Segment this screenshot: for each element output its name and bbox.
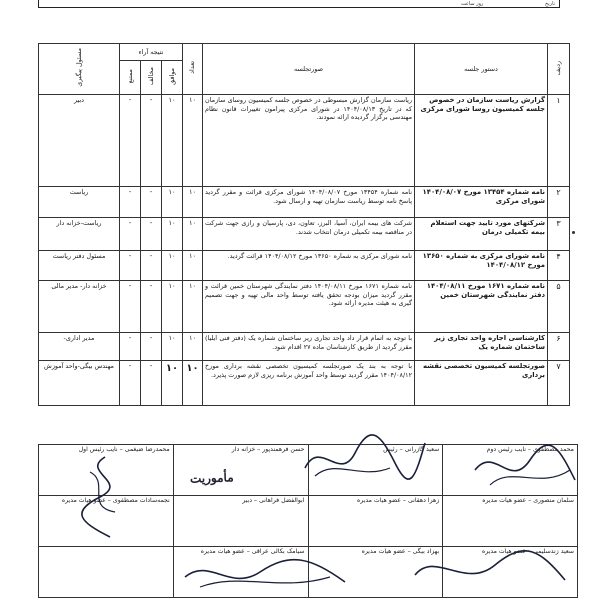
minutes-cell: نامه شماره ۱۶۷۱ مورخ ۱۴۰۴/۰۸/۱۱ دفتر نمایندگی شهرستان خمین قرائت و مقرر گردید میزان بودجه تحقق یافته توسط واحد مالی تهیه و جهت تصمیم گیری به هیئت مدیره ارائه شود. xyxy=(203,281,415,333)
agree-cell: ۱۰ xyxy=(162,361,183,406)
signatory-name: سیامک بکالی عراقی – عضو هیات مدیره xyxy=(200,548,305,555)
owner-cell: ریاست xyxy=(39,187,120,218)
signatory-name: نجمه‌سادات مصطفوی – عضو هیات مدیره xyxy=(61,497,170,504)
agenda-cell: کارشناسی اجاره واحد تجاری زیر ساختمان شماره یک xyxy=(415,333,548,361)
disagree-cell: - xyxy=(141,281,162,333)
row-number: ۵ xyxy=(548,281,570,333)
disagree-cell: - xyxy=(141,251,162,281)
agenda-cell: شرکتهای مورد تایید جهت استعلام بیمه تکمیلی درمان xyxy=(415,218,548,251)
header-disagree: مخالف xyxy=(141,61,162,95)
table-row xyxy=(39,95,570,187)
signatory-name: زهرا دهقانی – عضو هیات مدیره xyxy=(356,497,440,504)
row-number: ۲ xyxy=(548,187,570,218)
signature-cell xyxy=(173,496,308,547)
signature-cell xyxy=(173,445,308,496)
signatory-name: ابوالفضل فراهانی – دبیر xyxy=(242,497,305,504)
header-time-label: روز ساعت xyxy=(461,1,484,7)
owner-cell: ریاست-خزانه دار xyxy=(39,218,120,251)
agree-cell: ۱۰ xyxy=(162,187,183,218)
disagree-cell: - xyxy=(141,187,162,218)
signature-scribble-icon xyxy=(300,428,430,488)
abstain-cell: - xyxy=(120,95,141,187)
disagree-cell: - xyxy=(141,218,162,251)
signatory-name: محمد مصطفوی – نایب رئیس دوم xyxy=(486,446,574,453)
disagree-cell: - xyxy=(141,361,162,406)
signatory-name: سعید زندسلیمی – عضو هیات مدیره xyxy=(481,548,574,555)
table-row xyxy=(39,333,570,361)
header-abstain: ممتنع xyxy=(120,61,141,95)
row-number: ۶ xyxy=(548,333,570,361)
count-cell: ۱۰ xyxy=(183,361,203,406)
count-cell: ۱۰ xyxy=(183,333,203,361)
signatory-name: سلمان منصوری – عضو هیات مدیره xyxy=(482,497,574,504)
minutes-cell: با توجه به بند یک صورتجلسه کمیسیون تخصصی نقشه برداری مورخ ۱۴۰۴/۰۸/۱۲ مقرر گردید توسط واحد آموزش برنامه ریزی لازم صورت پذیرد. xyxy=(203,361,415,406)
row-number: ۳ xyxy=(548,218,570,251)
count-cell: ۱۰ xyxy=(183,187,203,218)
signature-scribble-icon xyxy=(410,545,570,595)
owner-cell: مسئول دفتر ریاست xyxy=(39,251,120,281)
table-row xyxy=(39,251,570,281)
abstain-cell: - xyxy=(120,187,141,218)
signatory-name: حسن فرهمندپور – خزانه دار xyxy=(231,446,305,453)
minutes-cell: شرکت های بیمه ایران، آسیا، البرز، تعاون، دی، پارسیان و رازی جهت شرکت در مناقصه بیمه تکمیلی درمان انتخاب شدند. xyxy=(203,218,415,251)
agree-cell: ۱۰ xyxy=(162,95,183,187)
abstain-cell: - xyxy=(120,361,141,406)
header-votes-group: نتیجه آراء xyxy=(120,44,183,61)
count-cell: ۱۰ xyxy=(183,95,203,187)
agenda-cell: صورتجلسه کمیسیون تخصصی نقشه برداری xyxy=(415,361,548,406)
table-row xyxy=(39,218,570,251)
header-count: تعداد xyxy=(183,44,203,95)
owner-cell: مهندس بیگی-واحد آموزش xyxy=(39,361,120,406)
count-cell: ۱۰ xyxy=(183,281,203,333)
agenda-cell: نامه شماره ۱۳۴۵۴ مورخ ۱۴۰۴/۰۸/۰۷ شورای مرکزی xyxy=(415,187,548,218)
header-row-no: ردیف xyxy=(548,44,570,95)
abstain-cell: - xyxy=(120,333,141,361)
row-number: ۷ xyxy=(548,361,570,406)
agree-cell: ۱۰ xyxy=(162,281,183,333)
signatory-name: بهزاد بیگی – عضو هیات مدیره xyxy=(361,548,440,555)
minutes-table xyxy=(38,43,570,406)
owner-cell: خزانه دار- مدیر مالی xyxy=(39,281,120,333)
count-cell: ۱۰ xyxy=(183,218,203,251)
table-row xyxy=(39,281,570,333)
header-agree: موافق xyxy=(162,61,183,95)
owner-cell: دبیر xyxy=(39,95,120,187)
abstain-cell: - xyxy=(120,251,141,281)
row-number: ۴ xyxy=(548,251,570,281)
signature-scribble-icon xyxy=(470,440,580,495)
header-owner: مسئول پیگیری xyxy=(39,44,120,95)
minutes-cell: نامه شورای مرکزی به شماره ۱۳۶۵۰ مورخ ۱۴۰۴/۰۸/۱۲ قرائت گردید. xyxy=(203,251,415,281)
table-row xyxy=(39,187,570,218)
agenda-cell: نامه شماره ۱۶۷۱ مورخ ۱۴۰۴/۰۸/۱۱ دفتر نمایندگی شهرستان خمین xyxy=(415,281,548,333)
header-strip xyxy=(38,0,560,8)
signature-cell xyxy=(308,496,443,547)
header-minutes: صورتجلسه xyxy=(203,44,415,95)
abstain-cell: - xyxy=(120,218,141,251)
minutes-cell: ریاست سازمان گزارش مبسوطی در خصوص جلسه کمیسیون روسای سازمان که در تاریخ ۱۴۰۴/۰۸/۱۳ در شورای مرکزی پیرامون تغییرات قانون نظام مهندسی برگزار گردیده ارائه نمودند. xyxy=(203,95,415,187)
count-cell: ۱۰ xyxy=(183,251,203,281)
handwritten-note: مأموریت xyxy=(189,470,234,486)
table-row xyxy=(39,361,570,406)
minutes-cell: نامه شماره ۱۳۴۵۴ مورخ ۱۴۰۴/۰۸/۰۷ شورای مرکزی قرائت و مقرر گردید پاسخ نامه توسط ریاست سازمان تهیه و ارسال شود. xyxy=(203,187,415,218)
signature-cell xyxy=(443,496,578,547)
signature-scribble-icon xyxy=(70,452,140,542)
agree-cell: ۱۰ xyxy=(162,251,183,281)
row-number: ۱ xyxy=(548,95,570,187)
agree-cell: ۱۰ xyxy=(162,333,183,361)
abstain-cell: - xyxy=(120,281,141,333)
header-agenda: دستور جلسه xyxy=(415,44,548,95)
agenda-cell: نامه شورای مرکزی به شماره ۱۳۶۵۰ مورخ ۱۴۰۴/۰۸/۱۲ xyxy=(415,251,548,281)
signatory-name: سعید گازرانی – رئیس xyxy=(383,446,440,453)
agenda-cell: گزارش ریاست سازمان در خصوص جلسه کمیسیون روسا شورای مرکزی xyxy=(415,95,548,187)
agree-cell: ۱۰ xyxy=(162,218,183,251)
owner-cell: مدیر اداری- xyxy=(39,333,120,361)
disagree-cell: - xyxy=(141,333,162,361)
header-date-label: تاریخ xyxy=(545,1,555,7)
disagree-cell: - xyxy=(141,95,162,187)
signature-scribble-icon xyxy=(180,552,350,597)
signatory-name: محمدرضا ضیغمی – نایب رئیس اول xyxy=(78,446,170,453)
minutes-cell: با توجه به اتمام قرار داد واحد تجاری زیر ساختمان شماره یک (دفتر فنی ایلیا) مقرر گردید از طریق کارشناسان ماده ۲۷ اقدام شود. xyxy=(203,333,415,361)
margin-dot xyxy=(572,231,575,234)
signature-cell xyxy=(39,547,174,598)
